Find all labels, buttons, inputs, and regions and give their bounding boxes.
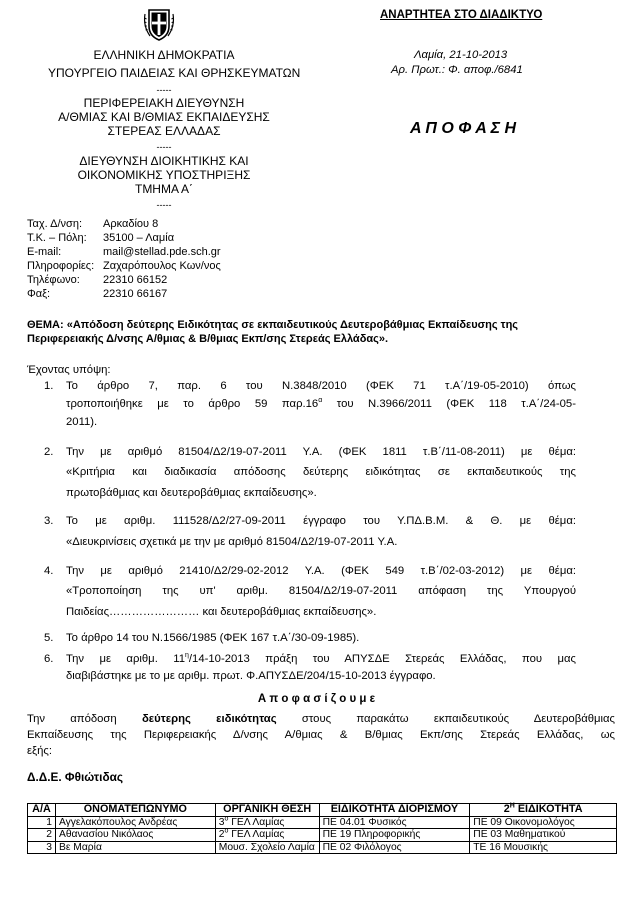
- cell-position: Μουσ. Σχολείο Λαμία: [215, 841, 319, 854]
- org-line: ΣΤΕΡΕΑΣ ΕΛΛΑΔΑΣ: [107, 124, 221, 138]
- col-header-name: ΟΝΟΜΑΤΕΠΩΝΥΜΟ: [55, 804, 215, 817]
- item-number: 1.: [44, 380, 54, 392]
- col-header-aa: Α/Α: [28, 804, 56, 817]
- org-line: ΤΜΗΜΑ Α΄: [134, 182, 193, 196]
- col-header-second-specialty: $2^H$ ΕΙΔΙΚΟΤΗΤΑ: [470, 804, 617, 817]
- list-item: Το άρθρο 7, παρ. 6 του Ν.3848/2010 (ΦΕΚ 71 τ.Α΄/19-05-2010) όπως: [66, 380, 576, 392]
- list-item: Το με αριθμ. 111528/Δ2/27-09-2011 έγγραφο του Υ.ΠΔ.Β.Μ. & Θ. με θέμα:: [66, 515, 576, 527]
- section-title: Δ.Δ.Ε. Φθιώτιδας: [27, 770, 123, 784]
- org-line: Α/ΘΜΙΑΣ ΚΑΙ Β/ΘΜΙΑΣ ΕΚΠΑΙΔΕΥΣΗΣ: [58, 110, 270, 124]
- cell-name: Αθανασίου Νικόλαος: [55, 829, 215, 842]
- col-header-position: ΟΡΓΑΝΙΚΗ ΘΕΣΗ: [215, 804, 319, 817]
- item-number: 3.: [44, 515, 54, 527]
- list-item: διαβιβάστηκε με το με αριθμ. πρωτ. Φ.ΑΠΥΣΔΕ/204/15-10-2013 έγγραφο.: [66, 670, 436, 682]
- cell-second-specialty: ΤΕ 16 Μουσικής: [470, 841, 617, 854]
- contact-row: Τηλέφωνο: 22310 66152: [27, 274, 168, 286]
- list-item: Παιδείας…………………… και δευτεροβάθμιας εκπαίδευσης».: [66, 606, 377, 618]
- cell-position: $2^o$ ΓΕΛ Λαμίας: [215, 829, 319, 842]
- list-item: τροποποιήθηκε με το άρθρο 59 $\pi\alpha\rho.16^\alpha$ του Ν.3966/2011 (ΦΕΚ 118 τ.Α΄/24-05-: [66, 397, 576, 410]
- place-date: Λαμία, 21-10-2013: [414, 49, 508, 61]
- contact-row: E-mail: mail@stellad.pde.sch.gr: [27, 246, 221, 258]
- org-separator: -----: [156, 85, 172, 95]
- cell-aa: 2: [28, 829, 56, 842]
- cell-aa: 1: [28, 816, 56, 829]
- table-header-row: [28, 804, 617, 817]
- org-line: ΠΕΡΙΦΕΡΕΙΑΚΗ ΔΙΕΥΘΥΝΣΗ: [83, 96, 245, 110]
- item-number: 4.: [44, 565, 54, 577]
- item-number: 6.: [44, 653, 54, 665]
- decide-heading: Α π ο φ α σ ί ζ ο υ μ ε: [257, 693, 376, 705]
- table-row: [28, 829, 617, 842]
- org-separator: -----: [156, 142, 172, 152]
- org-line: ΥΠΟΥΡΓΕΙΟ ΠΑΙΔΕΙΑΣ ΚΑΙ ΘΡΗΣΚΕΥΜΑΤΩΝ: [48, 66, 301, 80]
- col-header-specialty: ΕΙΔΙΚΟΤΗΤΑ ΔΙΟΡΙΣΜΟΥ: [319, 804, 470, 817]
- cell-specialty: ΠΕ 19 Πληροφορικής: [319, 829, 470, 842]
- table-row: [28, 816, 617, 829]
- org-line: ΔΙΕΥΘΥΝΣΗ ΔΙΟΙΚΗΤΙΚΗΣ ΚΑΙ: [79, 154, 249, 168]
- cell-aa: 3: [28, 841, 56, 854]
- table-row: [28, 841, 617, 854]
- greek-coat-of-arms-icon: [142, 6, 176, 42]
- list-item: Την με αριθμό 81504/Δ2/19-07-2011 Υ.Α. (ΦΕΚ 1811 τ.Β΄/11-08-2011) με θέμα:: [66, 446, 576, 458]
- item-number: 2.: [44, 446, 54, 458]
- contact-row: Πληροφορίες: Ζαχαρόπουλος Κων/νος: [27, 260, 221, 272]
- considering-heading: Έχοντας υπόψη:: [27, 364, 111, 376]
- list-item: Το άρθρο 14 του Ν.1566/1985 (ΦΕΚ 167 τ.Α΄/30-09-1985).: [66, 632, 360, 644]
- cell-second-specialty: ΠΕ 03 Μαθηματικού: [470, 829, 617, 842]
- list-item: πρωτοβάθμιας και δευτεροβάθμιας εκπαίδευσης».: [66, 487, 317, 499]
- org-separator: -----: [156, 200, 172, 210]
- contact-row: Φαξ: 22310 66167: [27, 288, 168, 300]
- list-item: «Τροποποίηση της υπ' αριθμ. 81504/Δ2/19-07-2011 απόφαση της Υπουργού: [66, 585, 576, 597]
- org-line: ΕΛΛΗΝΙΚΗ ΔΗΜΟΚΡΑΤΙΑ: [93, 48, 235, 62]
- list-item: 2011).: [66, 416, 98, 428]
- org-line: ΟΙΚΟΝΟΜΙΚΗΣ ΥΠΟΣΤΗΡΙΞΗΣ: [77, 168, 251, 182]
- decision-title: Α Π Ο Φ Α Σ Η: [410, 120, 517, 137]
- decision-paragraph: Την απόδοση δεύτερης ειδικότητας στους παρακάτω εκπαιδευτικούς Δευτεροβάθμιας Εκπαίδευσης της Περιφερειακής Δ/νσης Α/θμιας & Β/θμιας Εκπ/σης Στερεάς Ελλάδας, ως εξής:: [27, 713, 615, 757]
- cell-name: Αγγελακόπουλος Ανδρέας: [55, 816, 215, 829]
- cell-specialty: ΠΕ 04.01 Φυσικός: [319, 816, 470, 829]
- protocol-number: Αρ. Πρωτ.: Φ. αποφ./6841: [391, 64, 523, 76]
- cell-specialty: ΠΕ 02 Φιλόλογος: [319, 841, 470, 854]
- list-item: Την με αριθμ. $11^\eta/14-10-2013$ πράξη του ΑΠΥΣΔΕ Στερεάς Ελλάδας, που μας: [66, 652, 576, 665]
- contact-row: Ταχ. Δ/νση: Αρκαδίου 8: [27, 218, 159, 230]
- contact-row: Τ.Κ. – Πόλη: 35100 – Λαμία: [27, 232, 175, 244]
- list-item: «Κριτήρια και διαδικασία απόδοσης δεύτερης ειδικότητας σε εκπαιδευτικούς της: [66, 466, 576, 478]
- list-item: Την με αριθμό 21410/Δ2/29-02-2012 Υ.Α. (ΦΕΚ 549 τ.Β΄/02-03-2012) με θέμα:: [66, 565, 576, 577]
- cell-position: $3^o$ ΓΕΛ Λαμίας: [215, 816, 319, 829]
- item-number: 5.: [44, 632, 54, 644]
- list-item: «Διευκρινίσεις σχετικά με την με αριθμό 81504/Δ2/19-07-2011 Υ.Α.: [66, 536, 398, 548]
- cell-name: Βε Μαρία: [55, 841, 215, 854]
- subject: ΘΕΜΑ: «Απόδοση δεύτερης Ειδικότητας σε εκπαιδευτικούς Δευτεροβάθμιας Εκπαίδευσης της Περιφερειακής Δ/νσης Α/θμιας & Β/θμιας Εκπ/σης Στερεάς Ελλάδας».: [27, 319, 519, 345]
- teachers-table: [27, 803, 617, 854]
- cell-second-specialty: ΠΕ 09 Οικονομολόγος: [470, 816, 617, 829]
- post-online-label: ΑΝΑΡΤΗΤΕΑ ΣΤΟ ΔΙΑΔΙΚΤΥΟ: [380, 9, 543, 21]
